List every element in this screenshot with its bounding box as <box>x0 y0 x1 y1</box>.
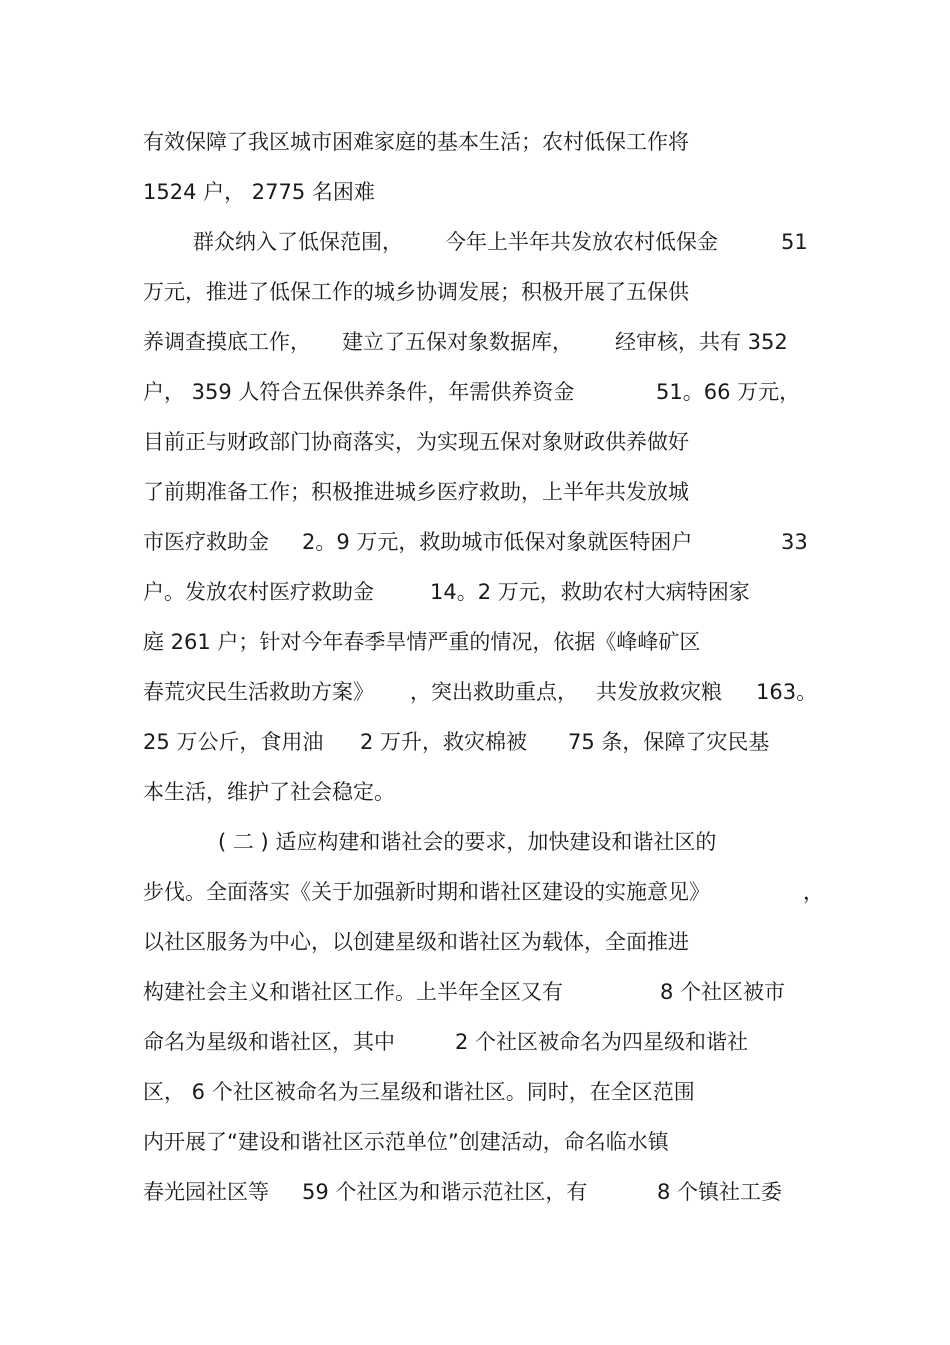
text-segment: 构建社会主义和谐社区工作。上半年全区又有 <box>143 980 563 1004</box>
text-segment: 1524 户， 2775 名困难 <box>143 180 375 204</box>
text-segment: 群众纳入了低保范围， <box>193 230 403 254</box>
text-segment: 庭 261 户；针对今年春季旱情严重的情况，依据《峰峰矿区 <box>143 630 701 654</box>
text-segment: 51。66 万元， <box>656 380 801 404</box>
text-segment: 8 个社区被市 <box>660 980 786 1004</box>
text-segment: 户， 359 人符合五保供养条件，年需供养资金 <box>143 380 575 404</box>
text-segment: 8 个镇社工委 <box>657 1180 783 1204</box>
text-segment: 2 个社区被命名为四星级和谐社 <box>455 1030 749 1054</box>
text-segment: 经审核，共有 352 <box>615 330 788 354</box>
text-segment: 共发放救灾粮 <box>596 680 722 704</box>
text-segment: 2 万升，救灾棉被 <box>360 730 528 754</box>
text-segment: 本生活，维护了社会稳定。 <box>143 780 395 804</box>
text-segment: 万元，推进了低保工作的城乡协调发展；积极开展了五保供 <box>143 280 689 304</box>
text-segment: ， <box>803 880 824 904</box>
text-segment: 33 <box>781 530 808 554</box>
text-segment: 25 万公斤，食用油 <box>143 730 324 754</box>
text-segment: ( 二 ) 适应构建和谐社会的要求，加快建设和谐社区的 <box>218 830 717 854</box>
text-segment: ，突出救助重点， <box>410 680 578 704</box>
text-segment: 有效保障了我区城市困难家庭的基本生活；农村低保工作将 <box>143 130 689 154</box>
text-segment: 59 个社区为和谐示范社区，有 <box>302 1180 588 1204</box>
text-segment: 了前期准备工作；积极推进城乡医疗救助，上半年共发放城 <box>143 480 689 504</box>
text-segment: 市医疗救助金 <box>143 530 269 554</box>
text-segment: 养调查摸底工作， <box>143 330 311 354</box>
text-segment: 命名为星级和谐社区，其中 <box>143 1030 395 1054</box>
text-segment: 2。9 万元，救助城市低保对象就医特困户 <box>302 530 693 554</box>
text-segment: 春光园社区等 <box>143 1180 269 1204</box>
text-segment: 户。发放农村医疗救助金 <box>143 580 374 604</box>
text-segment: 步伐。全面落实《关于加强新时期和谐社区建设的实施意见》 <box>143 880 710 904</box>
text-segment: 春荒灾民生活救助方案》 <box>143 680 374 704</box>
text-segment: 14。2 万元，救助农村大病特困家 <box>430 580 750 604</box>
text-segment: 163。 <box>756 680 818 704</box>
text-segment: 建立了五保对象数据库， <box>342 330 573 354</box>
text-segment: 目前正与财政部门协商落实，为实现五保对象财政供养做好 <box>143 430 689 454</box>
text-segment: 以社区服务为中心，以创建星级和谐社区为载体，全面推进 <box>143 930 689 954</box>
text-segment: 今年上半年共发放农村低保金 <box>445 230 718 254</box>
text-segment: 区， 6 个社区被命名为三星级和谐社区。同时，在全区范围 <box>143 1080 695 1104</box>
text-segment: 内开展了“建设和谐社区示范单位”创建活动，命名临水镇 <box>143 1130 669 1154</box>
text-segment: 51 <box>781 230 808 254</box>
text-segment: 75 条，保障了灾民基 <box>568 730 770 754</box>
